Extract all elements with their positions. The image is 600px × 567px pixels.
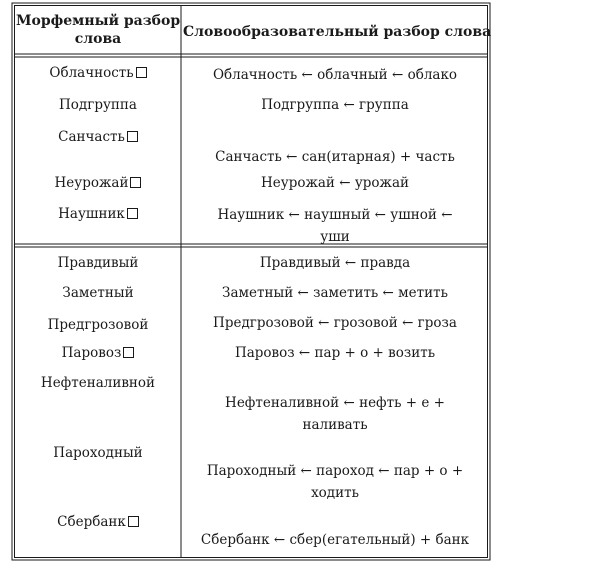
ending-box-icon [127, 208, 138, 219]
derivation-row: Санчасть ← сан(итарная) + часть [215, 149, 455, 165]
derivation-row [183, 206, 487, 246]
derivation-row: Правдивый ← правда [259, 255, 411, 271]
left-word: Паровоз [16, 344, 180, 362]
left-word: Предгрозовой [47, 317, 149, 333]
left-word: Нефтеналивной [40, 375, 156, 391]
ending-box-icon [130, 177, 141, 188]
derivation-line-1: Наушник ← наушный ← ушной ← [217, 207, 453, 223]
left-header-line-2: слова [74, 31, 122, 47]
left-word: Санчасть [16, 128, 180, 146]
derivation-row: Неурожай ← урожай [260, 175, 409, 191]
derivation-row: Заметный ← заметить ← метить [222, 285, 448, 301]
ending-box-icon [128, 516, 139, 527]
ending-box-icon [136, 67, 147, 78]
left-word: Наушник [16, 205, 180, 223]
derivation-line-1: Пароходный ← пароход ← пар + о + [206, 463, 464, 479]
left-header [16, 12, 180, 48]
left-word: Неурожай [16, 174, 180, 192]
right-header: Словообразовательный разбор слова [183, 24, 492, 40]
derivation-line-2: ходить [311, 485, 359, 501]
derivation-line-2: уши [320, 229, 350, 245]
left-word: Подгруппа [59, 97, 137, 113]
derivation-line-1: Нефтеналивной ← нефть + е + [225, 395, 445, 411]
derivation-row: Сбербанк ← сбер(егательный) + банк [200, 532, 470, 548]
derivation-line-2: наливать [302, 417, 368, 433]
ending-box-icon [123, 347, 134, 358]
left-word: Облачность [16, 64, 180, 82]
left-word: Пароходный [53, 445, 143, 461]
ending-box-icon [127, 131, 138, 142]
left-word: Правдивый [57, 255, 139, 271]
derivation-row: Облачность ← облачный ← облако [212, 67, 458, 83]
left-word: Заметный [62, 285, 134, 301]
derivation-row [183, 462, 487, 502]
left-word: Сбербанк [16, 513, 180, 531]
derivation-row: Предгрозовой ← грозовой ← гроза [213, 315, 457, 331]
left-header-line-1: Морфемный разбор [16, 13, 181, 29]
derivation-row [183, 394, 487, 434]
derivation-row: Подгруппа ← группа [261, 97, 409, 113]
derivation-row: Паровоз ← пар + о + возить [234, 345, 436, 361]
